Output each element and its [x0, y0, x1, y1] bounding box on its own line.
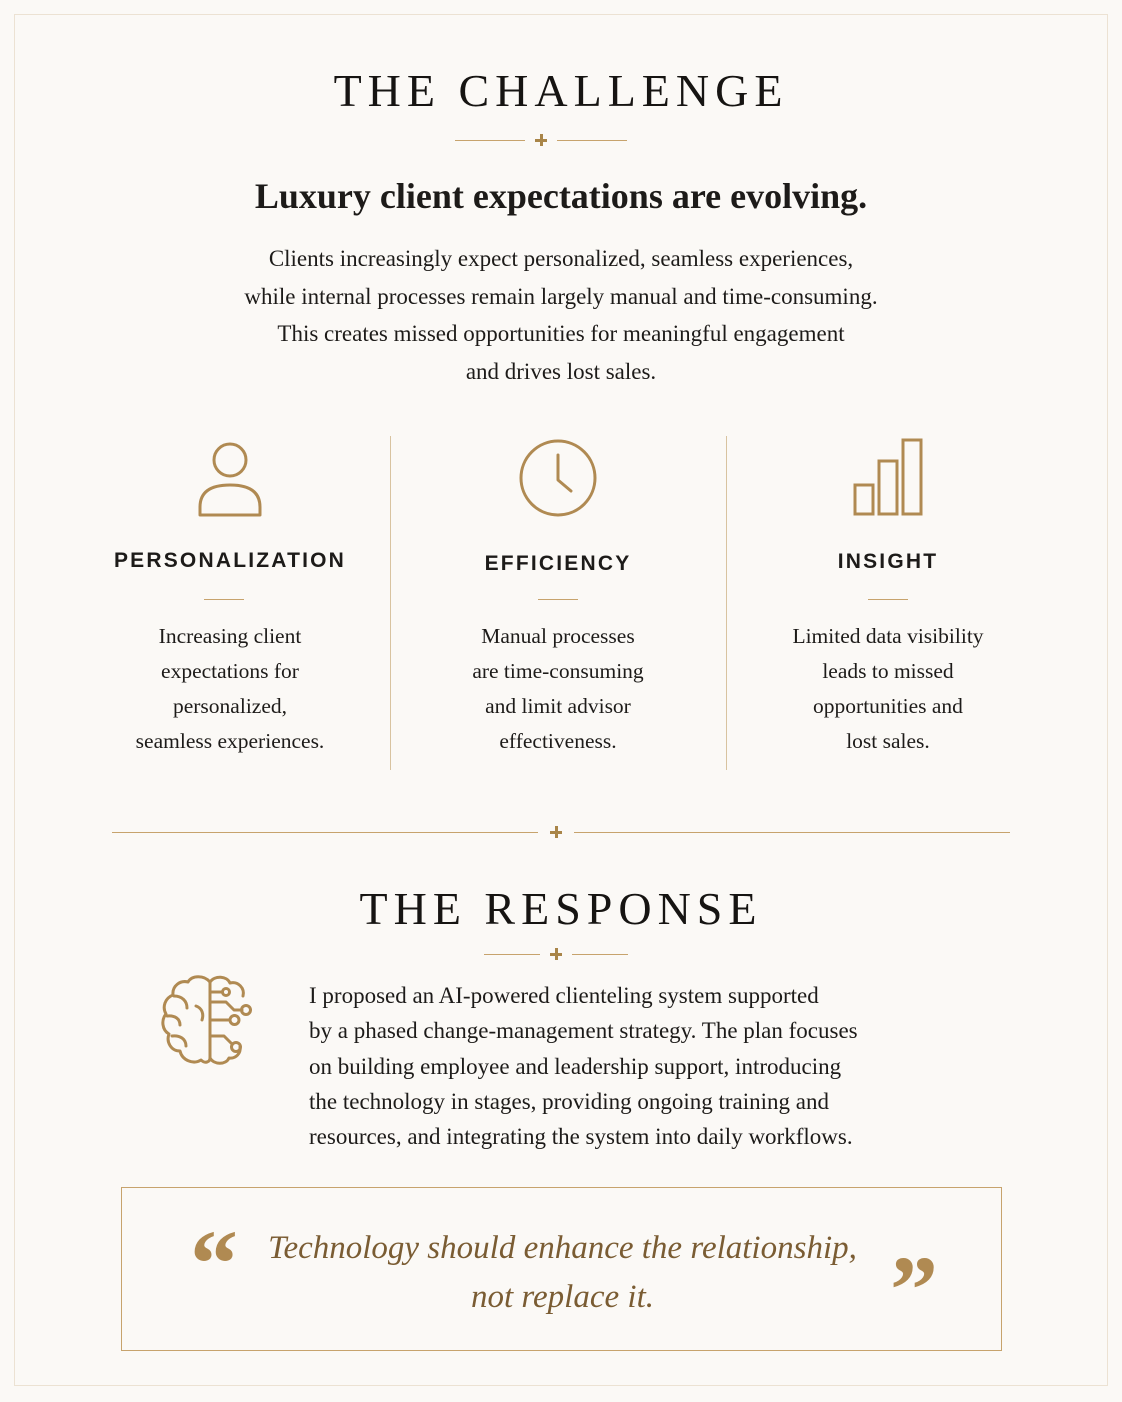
column-title: EFFICIENCY — [484, 552, 632, 575]
column-text-line: Manual processes — [481, 624, 635, 648]
column-rule — [538, 599, 578, 600]
challenge-intro — [0, 240, 1122, 390]
column-rule — [204, 599, 244, 600]
intro-line: and drives lost sales. — [465, 358, 657, 384]
column-text-line: seamless experiences. — [135, 729, 325, 753]
open-quote-icon: “ — [190, 1210, 238, 1317]
column-text-line: are time-consuming — [472, 659, 644, 683]
column-text-line: effectiveness. — [499, 729, 617, 753]
response-line: resources, and integrating the system into daily workflows. — [309, 1124, 853, 1150]
column-insight — [720, 436, 1056, 776]
column-text — [390, 619, 726, 759]
column-title: INSIGHT — [837, 550, 939, 573]
response-body — [309, 978, 1029, 1154]
column-text-line: Increasing client — [158, 624, 302, 648]
column-text-line: leads to missed — [822, 659, 954, 683]
column-text — [62, 619, 398, 759]
column-text-line: Limited data visibility — [792, 624, 984, 648]
intro-line: while internal processes remain largely manual and time-consuming. — [244, 283, 878, 309]
ai-brain-icon — [158, 972, 262, 1077]
response-title: THE RESPONSE — [359, 883, 763, 934]
intro-line: This creates missed opportunities for meaningful engagement — [277, 321, 845, 346]
response-title-ornament — [484, 948, 628, 960]
response-line: on building employee and leadership support, introducing — [309, 1053, 842, 1079]
column-text-line: personalized, — [172, 694, 288, 718]
challenge-title-ornament — [455, 134, 627, 146]
person-icon — [62, 439, 398, 522]
response-line: the technology in stages, providing ongoing training and — [309, 1088, 829, 1114]
column-title: PERSONALIZATION — [113, 549, 347, 572]
section-divider — [112, 826, 1010, 838]
column-efficiency — [390, 436, 726, 776]
column-text-line: opportunities and — [813, 694, 963, 718]
quote-line: Technology should enhance the relationship, — [268, 1230, 857, 1266]
quote-line: not replace it. — [471, 1279, 654, 1315]
quote-box — [121, 1187, 1002, 1351]
bar-chart-icon — [720, 437, 1056, 522]
challenge-title: THE CHALLENGE — [333, 65, 789, 116]
column-text — [720, 619, 1056, 759]
close-quote-icon: ” — [890, 1236, 938, 1343]
intro-line: Clients increasingly expect personalized, seamless experiences, — [268, 246, 854, 271]
column-text-line: and limit advisor — [485, 694, 631, 718]
column-personalization — [62, 436, 398, 776]
column-text-line: expectations for — [161, 659, 299, 683]
clock-icon — [390, 437, 726, 524]
column-rule — [868, 599, 908, 600]
quote-text — [122, 1224, 1003, 1322]
response-line: I proposed an AI-powered clienteling system supported — [309, 983, 819, 1008]
response-line: by a phased change-management strategy. The plan focuses — [309, 1018, 858, 1044]
column-text-line: lost sales. — [846, 729, 930, 753]
challenge-subheading: Luxury client expectations are evolving. — [254, 176, 868, 216]
